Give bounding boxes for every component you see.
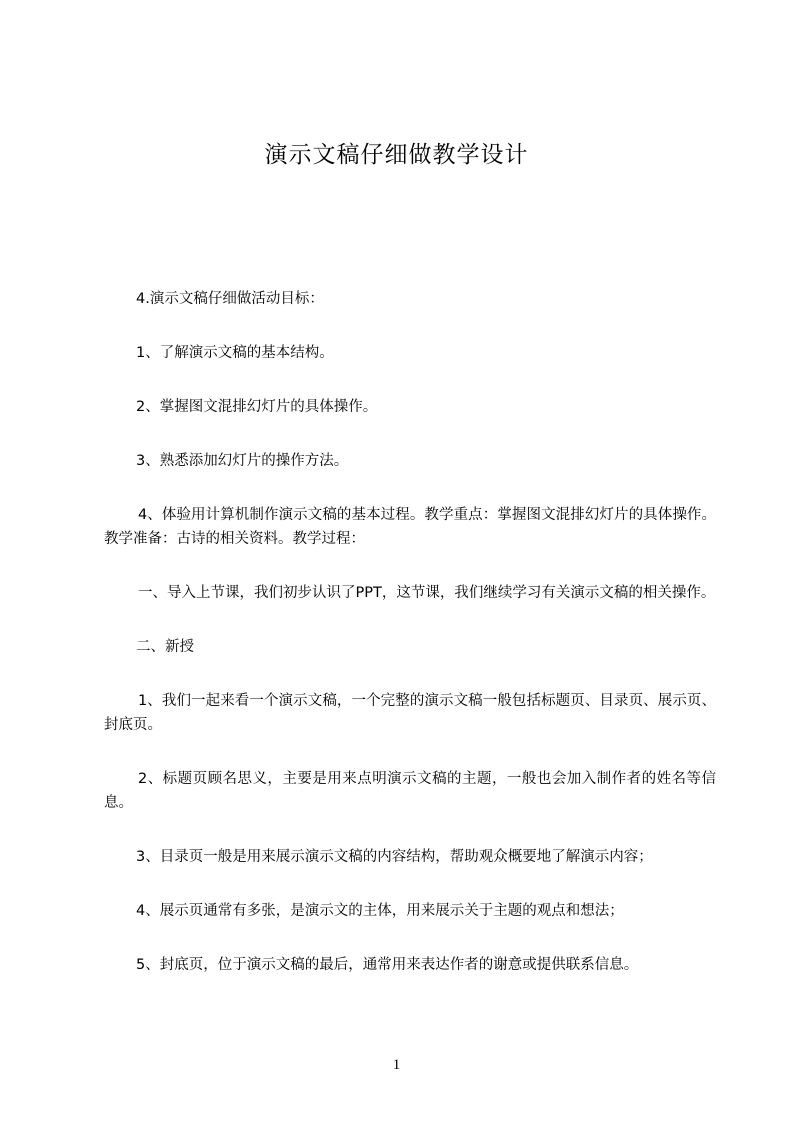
paragraph-lesson-4: 4、展示页通常有多张，是演示文的主体，用来展示关于主题的观点和想法；	[136, 903, 624, 919]
paragraph-lesson-5: 5、封底页，位于演示文稿的最后，通常用来表达作者的谢意或提供联系信息。	[136, 957, 639, 973]
paragraph-goal-3: 3、熟悉添加幻灯片的操作方法。	[136, 453, 349, 469]
paragraph-lesson-1: 1、我们一起来看一个演示文稿，一个完整的演示文稿一般包括标题页、目录页、展示页、封底页。	[104, 693, 716, 733]
paragraph-lesson-2: 2、标题页顾名思义，主要是用来点明演示文稿的主题，一般也会加入制作者的姓名等信息。	[104, 771, 716, 811]
document-body	[104, 287, 716, 1007]
paragraph-activity-goals: 4.演示文稿仔细做活动目标：	[136, 291, 324, 307]
paragraph-new-lesson-heading: 二、新授	[136, 639, 194, 655]
paragraph-goal-4: 4、体验用计算机制作演示文稿的基本过程。教学重点：掌握图文混排幻灯片的具体操作。教学准备：古诗的相关资料。教学过程：	[104, 507, 716, 547]
page-title: 演示文稿仔细做教学设计	[264, 142, 529, 168]
paragraph-goal-1: 1、了解演示文稿的基本结构。	[136, 345, 334, 361]
page-number: 1	[392, 1057, 401, 1073]
paragraph-goal-2: 2、掌握图文混排幻灯片的具体操作。	[136, 399, 378, 415]
paragraph-lesson-3: 3、目录页一般是用来展示演示文稿的内容结构，帮助观众概要地了解演示内容；	[136, 849, 653, 865]
paragraph-introduction: 一、导入上节课，我们初步认识了PPT，这节课，我们继续学习有关演示文稿的相关操作。	[138, 585, 716, 601]
